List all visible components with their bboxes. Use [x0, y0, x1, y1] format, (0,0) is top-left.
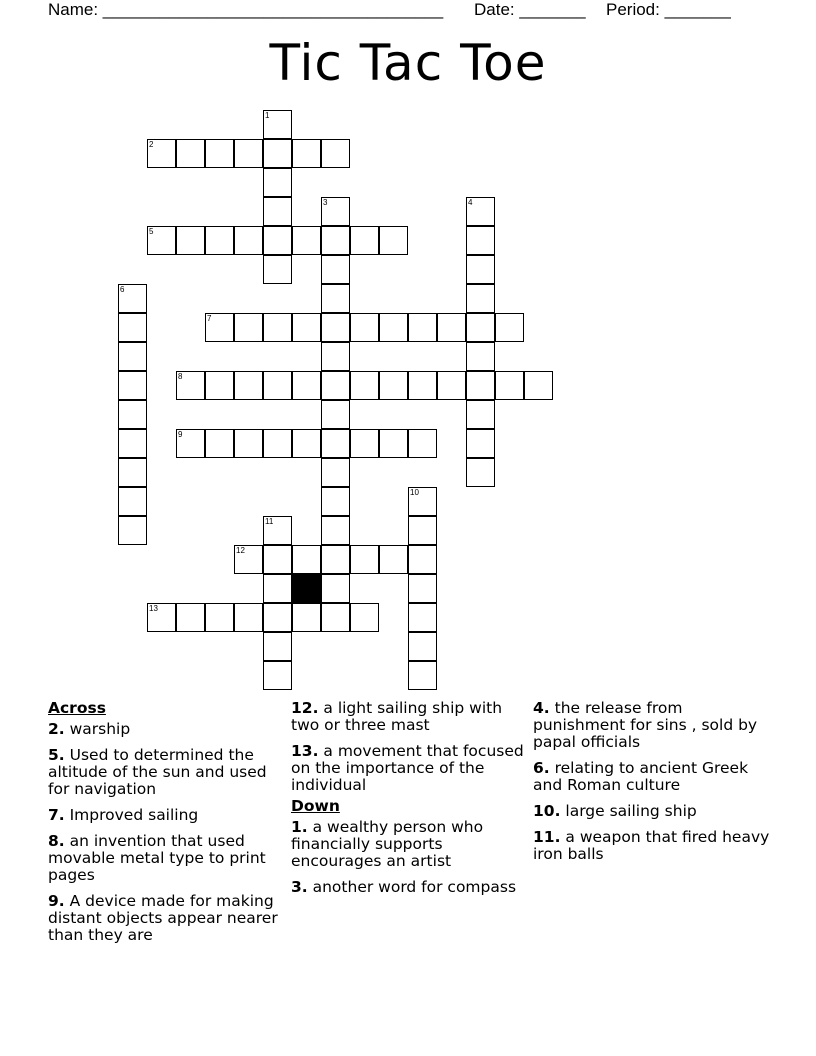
- clue-across-12: 12. a light sailing ship with two or three mast: [291, 699, 503, 734]
- grid-cell[interactable]: [234, 139, 263, 168]
- grid-cell[interactable]: [205, 139, 234, 168]
- grid-cell[interactable]: [234, 226, 263, 255]
- grid-cell[interactable]: [263, 139, 292, 168]
- grid-cell[interactable]: [321, 458, 350, 487]
- grid-cell[interactable]: [379, 226, 408, 255]
- grid-cell[interactable]: [176, 603, 205, 632]
- grid-cell[interactable]: [118, 400, 147, 429]
- grid-cell[interactable]: [495, 371, 524, 400]
- grid-cell[interactable]: [205, 371, 234, 400]
- period-field-label[interactable]: Period: _______: [606, 0, 731, 19]
- clue-number-9: 9: [178, 430, 183, 439]
- grid-cell[interactable]: [321, 545, 350, 574]
- grid-cell[interactable]: [118, 371, 147, 400]
- grid-cell[interactable]: [118, 516, 147, 545]
- grid-cell[interactable]: [263, 603, 292, 632]
- page-title: Tic Tac Toe: [269, 34, 547, 92]
- grid-cell[interactable]: [466, 458, 495, 487]
- black-square: [292, 574, 321, 603]
- grid-cell[interactable]: [408, 574, 437, 603]
- grid-cell[interactable]: [292, 226, 321, 255]
- grid-cell[interactable]: [118, 458, 147, 487]
- grid-cell[interactable]: [408, 545, 437, 574]
- clues-column-3: [533, 700, 773, 872]
- grid-cell[interactable]: [234, 603, 263, 632]
- grid-cell[interactable]: [263, 429, 292, 458]
- grid-cell[interactable]: [437, 313, 466, 342]
- grid-cell[interactable]: [321, 487, 350, 516]
- across-heading: Across: [48, 699, 106, 717]
- clue-number-7: 7: [207, 314, 212, 323]
- grid-cell[interactable]: [408, 516, 437, 545]
- grid-cell[interactable]: [292, 603, 321, 632]
- grid-cell[interactable]: [118, 342, 147, 371]
- grid-cell[interactable]: [321, 603, 350, 632]
- grid-cell[interactable]: [350, 429, 379, 458]
- clue-number-8: 8: [178, 372, 183, 381]
- clue-across-2: 2. warship: [48, 720, 131, 738]
- grid-cell[interactable]: [205, 603, 234, 632]
- grid-cell[interactable]: [408, 371, 437, 400]
- grid-cell[interactable]: [263, 313, 292, 342]
- grid-cell[interactable]: [321, 429, 350, 458]
- grid-cell[interactable]: [321, 284, 350, 313]
- grid-cell[interactable]: [292, 313, 321, 342]
- clue-number-12: 12: [236, 546, 245, 555]
- clue-down-4: 4. the release from punishment for sins , sold by papal officials: [533, 699, 758, 751]
- clue-down-3: 3. another word for compass: [291, 878, 517, 896]
- grid-cell[interactable]: [176, 226, 205, 255]
- grid-cell[interactable]: [379, 545, 408, 574]
- clue-down-10: 10. large sailing ship: [533, 802, 697, 820]
- grid-cell[interactable]: [466, 400, 495, 429]
- grid-cell[interactable]: [263, 226, 292, 255]
- date-field-label[interactable]: Date: _______: [474, 0, 586, 19]
- clue-number-1: 1: [265, 111, 270, 120]
- grid-cell[interactable]: [350, 603, 379, 632]
- grid-cell[interactable]: [321, 139, 350, 168]
- clue-down-1: 1. a wealthy person who financially supports encourages an artist: [291, 818, 484, 870]
- clue-number-3: 3: [323, 198, 328, 207]
- grid-cell[interactable]: [408, 632, 437, 661]
- grid-cell[interactable]: [292, 429, 321, 458]
- clue-across-7: 7. Improved sailing: [48, 806, 199, 824]
- grid-cell[interactable]: [263, 168, 292, 197]
- grid-cell[interactable]: [466, 371, 495, 400]
- grid-cell[interactable]: [263, 661, 292, 690]
- grid-cell[interactable]: [263, 371, 292, 400]
- grid-cell[interactable]: [118, 429, 147, 458]
- grid-cell[interactable]: [263, 545, 292, 574]
- clue-across-5: 5. Used to determined the altitude of the sun and used for navigation: [48, 746, 267, 798]
- grid-cell[interactable]: [263, 255, 292, 284]
- grid-cell[interactable]: [321, 516, 350, 545]
- grid-cell[interactable]: [292, 545, 321, 574]
- grid-cell[interactable]: [118, 313, 147, 342]
- grid-cell[interactable]: [466, 429, 495, 458]
- clue-number-6: 6: [120, 285, 125, 294]
- grid-cell[interactable]: [408, 603, 437, 632]
- grid-cell[interactable]: [350, 313, 379, 342]
- grid-cell[interactable]: [292, 139, 321, 168]
- grid-cell[interactable]: [263, 197, 292, 226]
- grid-cell[interactable]: [205, 226, 234, 255]
- grid-cell[interactable]: [408, 429, 437, 458]
- grid-cell[interactable]: [321, 574, 350, 603]
- clue-across-8: 8. an invention that used movable metal type to print pages: [48, 832, 266, 884]
- clue-number-13: 13: [149, 604, 158, 613]
- clues-column-2: [291, 700, 527, 905]
- grid-cell[interactable]: [466, 255, 495, 284]
- grid-cell[interactable]: [408, 661, 437, 690]
- grid-cell[interactable]: [495, 313, 524, 342]
- clue-across-13: 13. a movement that focused on the importance of the individual: [291, 742, 524, 794]
- grid-cell[interactable]: [379, 313, 408, 342]
- grid-cell[interactable]: [350, 371, 379, 400]
- grid-cell[interactable]: [234, 313, 263, 342]
- grid-cell[interactable]: [292, 371, 321, 400]
- grid-cell[interactable]: [205, 429, 234, 458]
- grid-cell[interactable]: [466, 313, 495, 342]
- grid-cell[interactable]: [379, 371, 408, 400]
- grid-cell[interactable]: [408, 313, 437, 342]
- clue-across-9: 9. A device made for making distant objects appear nearer than they are: [48, 892, 278, 944]
- grid-cell[interactable]: [321, 371, 350, 400]
- clues-column-1: [48, 700, 284, 953]
- grid-cell[interactable]: [234, 371, 263, 400]
- grid-cell[interactable]: [437, 371, 466, 400]
- grid-cell[interactable]: [263, 574, 292, 603]
- clue-number-10: 10: [410, 488, 419, 497]
- clue-number-5: 5: [149, 227, 154, 236]
- grid-cell[interactable]: [118, 487, 147, 516]
- grid-cell[interactable]: [321, 313, 350, 342]
- grid-cell[interactable]: [524, 371, 553, 400]
- clue-number-4: 4: [468, 198, 473, 207]
- clue-number-11: 11: [265, 517, 274, 526]
- down-heading: Down: [291, 797, 340, 815]
- name-field-label[interactable]: Name: ____________________________________: [48, 0, 444, 19]
- grid-cell[interactable]: [350, 226, 379, 255]
- grid-cell[interactable]: [379, 429, 408, 458]
- clue-down-11: 11. a weapon that fired heavy iron balls: [533, 828, 770, 863]
- grid-cell[interactable]: [321, 255, 350, 284]
- grid-cell[interactable]: [321, 226, 350, 255]
- grid-cell[interactable]: [263, 632, 292, 661]
- grid-cell[interactable]: [176, 139, 205, 168]
- grid-cell[interactable]: [234, 429, 263, 458]
- clue-down-6: 6. relating to ancient Greek and Roman culture: [533, 759, 749, 794]
- clue-number-2: 2: [149, 140, 154, 149]
- grid-cell[interactable]: [466, 342, 495, 371]
- grid-cell[interactable]: [466, 226, 495, 255]
- grid-cell[interactable]: [321, 342, 350, 371]
- grid-cell[interactable]: [350, 545, 379, 574]
- grid-cell[interactable]: [466, 284, 495, 313]
- grid-cell[interactable]: [321, 400, 350, 429]
